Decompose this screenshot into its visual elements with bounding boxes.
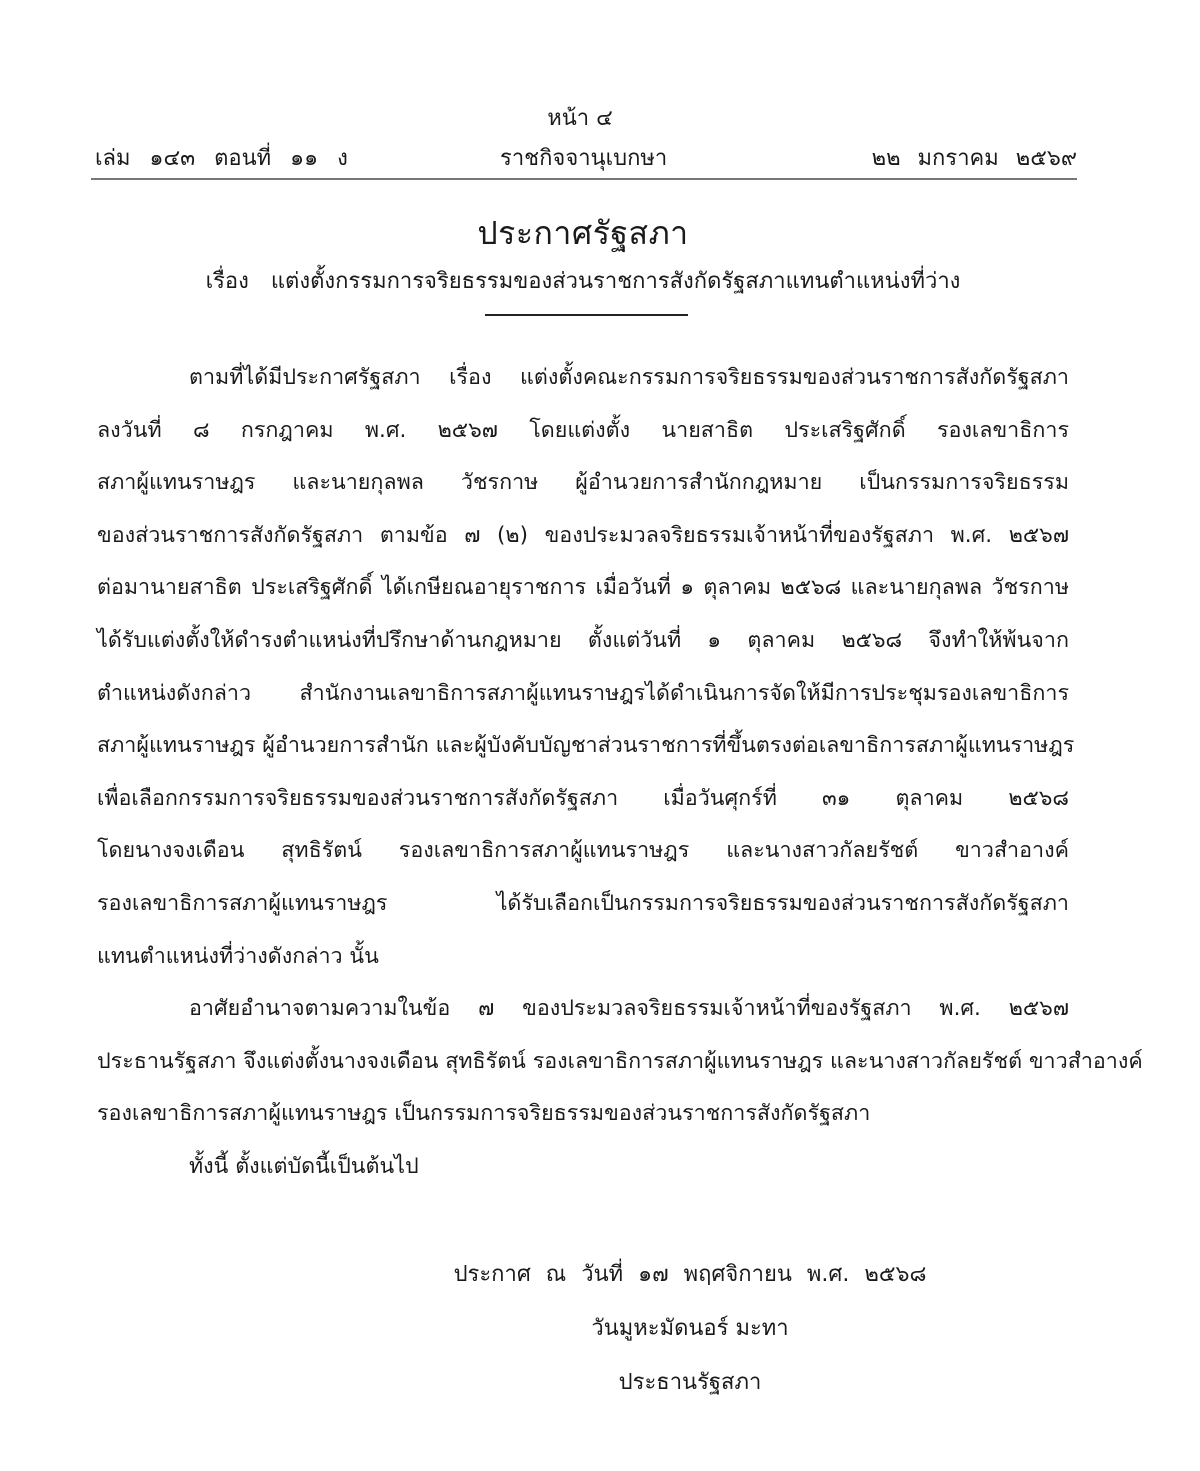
body-line: ของส่วนราชการสังกัดรัฐสภา ตามข้อ ๗ (๒) ของประมวลจริยธรรมเจ้าหน้าที่ของรัฐสภา พ.ศ. ๒๕๖๗ — [97, 522, 1069, 548]
signatory-position: ประธานรัฐสภา — [618, 1370, 762, 1395]
header-divider — [91, 178, 1077, 180]
subject-text: แต่งตั้งกรรมการจริยธรรมของส่วนราชการสังกัดรัฐสภาแทนตำแหน่งที่ว่าง — [270, 269, 961, 294]
publication-date: ๒๒ มกราคม ๒๕๖๙ — [871, 146, 1077, 171]
subject-label: เรื่อง — [205, 269, 249, 294]
body-line: สภาผู้แทนราษฎร ผู้อำนวยการสำนัก และผู้บังคับบัญชาส่วนราชการที่ขึ้นตรงต่อเลขาธิการสภาผู้แทนราษฎร — [97, 733, 1075, 759]
body-line: ตามที่ได้มีประกาศรัฐสภา เรื่อง แต่งตั้งคณะกรรมการจริยธรรมของส่วนราชการสังกัดรัฐสภา — [189, 365, 1069, 390]
body-line: แทนตำแหน่งที่ว่างดังกล่าว นั้น — [97, 943, 379, 969]
announcement-subject — [0, 263, 1166, 298]
body-line: ตำแหน่งดังกล่าว สำนักงานเลขาธิการสภาผู้แทนราษฎรได้ดำเนินการจัดให้มีการประชุมรองเลขาธิการ — [97, 680, 1069, 706]
body-line: ประธานรัฐสภา จึงแต่งตั้งนางจงเดือน สุทธิรัตน์ รองเลขาธิการสภาผู้แทนราษฎร และนางสาวกัลยรัชต์ ขาวสำอางค์ — [97, 1048, 1143, 1074]
announcement-title: ประกาศรัฐสภา — [477, 214, 689, 252]
body-line: ทั้งนี้ ตั้งแต่บัดนี้เป็นต้นไป — [189, 1153, 419, 1179]
body-line: อาศัยอำนาจตามความในข้อ ๗ ของประมวลจริยธรรมเจ้าหน้าที่ของรัฐสภา พ.ศ. ๒๕๖๗ — [189, 996, 1069, 1022]
body-line: โดยนางจงเดือน สุทธิรัตน์ รองเลขาธิการสภาผู้แทนราษฎร และนางสาวกัลยรัชต์ ขาวสำอางค์ — [97, 838, 1069, 864]
body-line: ต่อมานายสาธิต ประเสริฐศักดิ์ ได้เกษียณอายุราชการ เมื่อวันที่ ๑ ตุลาคม ๒๕๖๘ และนายกุลพล วัชรกาษ — [97, 575, 1069, 601]
announcement-body — [97, 352, 1143, 1194]
volume-issue: เล่ม ๑๔๓ ตอนที่ ๑๑ ง — [95, 146, 348, 171]
body-line: รองเลขาธิการสภาผู้แทนราษฎร เป็นกรรมการจริยธรรมของส่วนราชการสังกัดรัฐสภา — [97, 1101, 871, 1127]
publication-name: ราชกิจจานุเบกษา — [500, 146, 668, 171]
body-line: ลงวันที่ ๘ กรกฎาคม พ.ศ. ๒๕๖๗ โดยแต่งตั้ง นายสาธิต ประเสริฐศักดิ์ รองเลขาธิการ — [97, 417, 1069, 443]
paragraph-3 — [97, 1141, 1069, 1194]
body-line: เพื่อเลือกกรรมการจริยธรรมของส่วนราชการสังกัดรัฐสภา เมื่อวันศุกร์ที่ ๓๑ ตุลาคม ๒๕๖๘ — [97, 785, 1069, 811]
body-line: ได้รับแต่งตั้งให้ดำรงตำแหน่งที่ปรึกษาด้านกฎหมาย ตั้งแต่วันที่ ๑ ตุลาคม ๒๕๖๘ จึงทำให้พ้นจาก — [97, 627, 1069, 653]
signatory-name: วันมูหะมัดนอร์ มะทา — [591, 1316, 789, 1341]
body-line: รองเลขาธิการสภาผู้แทนราษฎร ได้รับเลือกเป็นกรรมการจริยธรรมของส่วนราชการสังกัดรัฐสภา — [97, 890, 1069, 916]
signature-date: ประกาศ ณ วันที่ ๑๗ พฤศจิกายน พ.ศ. ๒๕๖๘ — [453, 1262, 927, 1287]
paragraph-1 — [97, 352, 1075, 983]
gazette-header — [95, 140, 1077, 176]
page-number: หน้า ๔ — [547, 106, 613, 131]
title-divider — [485, 314, 688, 316]
paragraph-2 — [97, 983, 1143, 1141]
body-line: สภาผู้แทนราษฎร และนายกุลพล วัชรกาษ ผู้อำนวยการสำนักกฎหมาย เป็นกรรมการจริยธรรม — [97, 470, 1069, 496]
